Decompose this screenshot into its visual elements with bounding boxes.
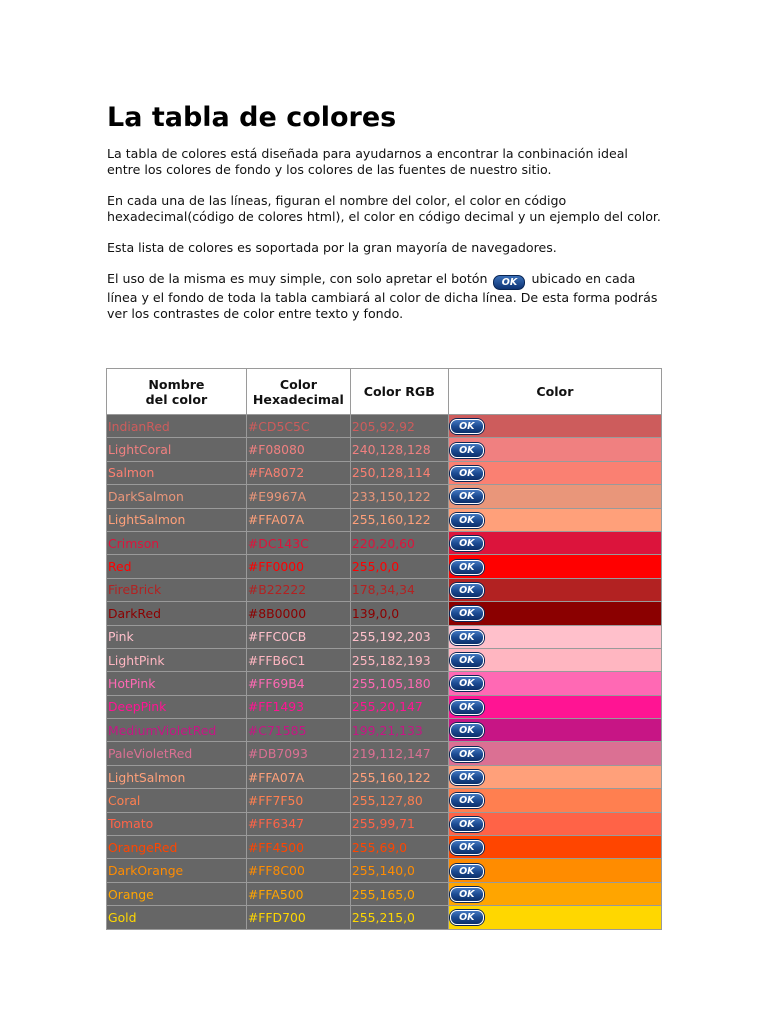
color-hex-cell: #FF7F50 [246, 789, 350, 812]
table-row [107, 812, 662, 835]
color-hex-cell: #FFA500 [246, 882, 350, 905]
color-name-cell: IndianRed [107, 415, 247, 438]
usage-paragraph [107, 271, 662, 322]
color-hex-cell: #E9967A [246, 485, 350, 508]
table-row [107, 415, 662, 438]
ok-button[interactable]: OK [450, 419, 484, 434]
color-hex-cell: #CD5C5C [246, 415, 350, 438]
color-rgb-cell: 255,215,0 [350, 906, 448, 929]
color-rgb-cell: 255,99,71 [350, 812, 448, 835]
color-swatch-cell [448, 485, 661, 508]
usage-text-after: ubicado en cada línea y el fondo de toda la tabla cambiará al color de dicha línea. De esta forma podrás ver los contrastes de color entre texto y fondo. [107, 271, 658, 321]
color-rgb-cell: 178,34,34 [350, 578, 448, 601]
color-hex-cell: #FA8072 [246, 461, 350, 484]
color-rgb-cell: 255,182,193 [350, 648, 448, 671]
color-hex-cell: #FF69B4 [246, 672, 350, 695]
color-swatch-cell [448, 461, 661, 484]
table-row [107, 485, 662, 508]
color-rgb-cell: 255,0,0 [350, 555, 448, 578]
color-hex-cell: #FF1493 [246, 695, 350, 718]
color-rgb-cell: 139,0,0 [350, 602, 448, 625]
color-swatch-cell [448, 695, 661, 718]
table-header-row [107, 369, 662, 415]
ok-button[interactable]: OK [450, 840, 484, 855]
color-rgb-cell: 220,20,60 [350, 531, 448, 554]
ok-button-example: OK [493, 275, 525, 290]
ok-button[interactable]: OK [450, 583, 484, 598]
ok-button[interactable]: OK [450, 606, 484, 621]
ok-button[interactable]: OK [450, 817, 484, 832]
usage-text-before: El uso de la misma es muy simple, con solo apretar el botón [107, 271, 488, 286]
color-rgb-cell: 240,128,128 [350, 438, 448, 461]
color-name-cell: Salmon [107, 461, 247, 484]
color-name-cell: HotPink [107, 672, 247, 695]
color-rgb-cell: 255,165,0 [350, 882, 448, 905]
color-hex-cell: #DC143C [246, 531, 350, 554]
ok-button[interactable]: OK [450, 910, 484, 925]
ok-button[interactable]: OK [450, 770, 484, 785]
color-hex-cell: #FFD700 [246, 906, 350, 929]
ok-button[interactable]: OK [450, 700, 484, 715]
color-swatch-cell [448, 531, 661, 554]
color-name-cell: Orange [107, 882, 247, 905]
color-rgb-cell: 255,69,0 [350, 836, 448, 859]
color-hex-cell: #FFB6C1 [246, 648, 350, 671]
color-swatch-cell [448, 789, 661, 812]
color-name-cell: Gold [107, 906, 247, 929]
header-color-rgb: Color RGB [350, 369, 448, 415]
color-name-cell: Coral [107, 789, 247, 812]
table-row [107, 719, 662, 742]
color-swatch-cell [448, 672, 661, 695]
color-name-cell: Tomato [107, 812, 247, 835]
ok-button[interactable]: OK [450, 513, 484, 528]
ok-button[interactable]: OK [450, 864, 484, 879]
color-table [106, 368, 662, 930]
header-color-swatch: Color [448, 369, 661, 415]
color-hex-cell: #FF4500 [246, 836, 350, 859]
ok-button[interactable]: OK [450, 676, 484, 691]
color-rgb-cell: 233,150,122 [350, 485, 448, 508]
color-swatch-cell [448, 836, 661, 859]
ok-button[interactable]: OK [450, 443, 484, 458]
table-row [107, 438, 662, 461]
color-rgb-cell: 255,127,80 [350, 789, 448, 812]
color-name-cell: DeepPink [107, 695, 247, 718]
table-row [107, 695, 662, 718]
color-name-cell: LightPink [107, 648, 247, 671]
table-row [107, 882, 662, 905]
ok-button[interactable]: OK [450, 630, 484, 645]
color-rgb-cell: 250,128,114 [350, 461, 448, 484]
color-name-cell: DarkSalmon [107, 485, 247, 508]
color-swatch-cell [448, 742, 661, 765]
color-rgb-cell: 255,20,147 [350, 695, 448, 718]
color-name-cell: Crimson [107, 531, 247, 554]
intro-paragraph: La tabla de colores está diseñada para ayudarnos a encontrar la conbinación ideal entre los colores de fondo y los colores de las fuentes de nuestro sitio. [107, 146, 628, 177]
table-row [107, 789, 662, 812]
table-row [107, 625, 662, 648]
color-rgb-cell: 219,112,147 [350, 742, 448, 765]
page-title: La tabla de colores [107, 102, 397, 133]
color-swatch-cell [448, 438, 661, 461]
table-row [107, 602, 662, 625]
ok-button[interactable]: OK [450, 536, 484, 551]
color-swatch-cell [448, 859, 661, 882]
table-row [107, 765, 662, 788]
color-rgb-cell: 255,160,122 [350, 508, 448, 531]
ok-button[interactable]: OK [450, 747, 484, 762]
color-hex-cell: #FFA07A [246, 508, 350, 531]
table-row [107, 461, 662, 484]
color-swatch-cell [448, 578, 661, 601]
ok-button[interactable]: OK [450, 887, 484, 902]
table-row [107, 742, 662, 765]
table-row [107, 555, 662, 578]
color-swatch-cell [448, 882, 661, 905]
color-hex-cell: #FF8C00 [246, 859, 350, 882]
color-rgb-cell: 205,92,92 [350, 415, 448, 438]
color-swatch-cell [448, 415, 661, 438]
color-swatch-cell [448, 765, 661, 788]
color-rgb-cell: 255,105,180 [350, 672, 448, 695]
color-name-cell: LightSalmon [107, 508, 247, 531]
ok-button[interactable]: OK [450, 653, 484, 668]
color-rgb-cell: 199,21,133 [350, 719, 448, 742]
color-name-cell: Pink [107, 625, 247, 648]
color-swatch-cell [448, 602, 661, 625]
ok-button[interactable]: OK [450, 489, 484, 504]
support-paragraph: Esta lista de colores es soportada por la gran mayoría de navegadores. [107, 240, 557, 255]
color-hex-cell: #FF6347 [246, 812, 350, 835]
color-swatch-cell [448, 812, 661, 835]
color-hex-cell: #8B0000 [246, 602, 350, 625]
ok-button[interactable]: OK [450, 793, 484, 808]
color-name-cell: DarkOrange [107, 859, 247, 882]
color-swatch-cell [448, 508, 661, 531]
color-name-cell: LightCoral [107, 438, 247, 461]
color-swatch-cell [448, 648, 661, 671]
color-name-cell: DarkRed [107, 602, 247, 625]
table-row [107, 531, 662, 554]
color-swatch-cell [448, 906, 661, 929]
color-hex-cell: #FFA07A [246, 765, 350, 788]
color-swatch-cell [448, 719, 661, 742]
color-name-cell: FireBrick [107, 578, 247, 601]
color-rgb-cell: 255,140,0 [350, 859, 448, 882]
color-hex-cell: #F08080 [246, 438, 350, 461]
table-row [107, 836, 662, 859]
color-swatch-cell [448, 555, 661, 578]
color-name-cell: PaleVioletRed [107, 742, 247, 765]
table-row [107, 578, 662, 601]
ok-button[interactable]: OK [450, 466, 484, 481]
table-row [107, 906, 662, 929]
color-rgb-cell: 255,160,122 [350, 765, 448, 788]
header-color-name: Nombre del color [107, 369, 247, 415]
table-row [107, 672, 662, 695]
color-rgb-cell: 255,192,203 [350, 625, 448, 648]
color-hex-cell: #C71585 [246, 719, 350, 742]
color-swatch-cell [448, 625, 661, 648]
ok-button[interactable]: OK [450, 560, 484, 575]
color-hex-cell: #FFC0CB [246, 625, 350, 648]
header-color-hex: Color Hexadecimal [246, 369, 350, 415]
description-paragraph: En cada una de las líneas, figuran el nombre del color, el color en código hexadecimal(código de colores html), el color en código decimal y un ejemplo del color. [107, 193, 661, 224]
table-row [107, 648, 662, 671]
color-name-cell: OrangeRed [107, 836, 247, 859]
table-row [107, 859, 662, 882]
color-hex-cell: #B22222 [246, 578, 350, 601]
table-row [107, 508, 662, 531]
color-hex-cell: #DB7093 [246, 742, 350, 765]
color-hex-cell: #FF0000 [246, 555, 350, 578]
content [107, 100, 662, 322]
ok-button[interactable]: OK [450, 723, 484, 738]
color-name-cell: MediumVioletRed [107, 719, 247, 742]
color-name-cell: Red [107, 555, 247, 578]
color-name-cell: LightSalmon [107, 765, 247, 788]
